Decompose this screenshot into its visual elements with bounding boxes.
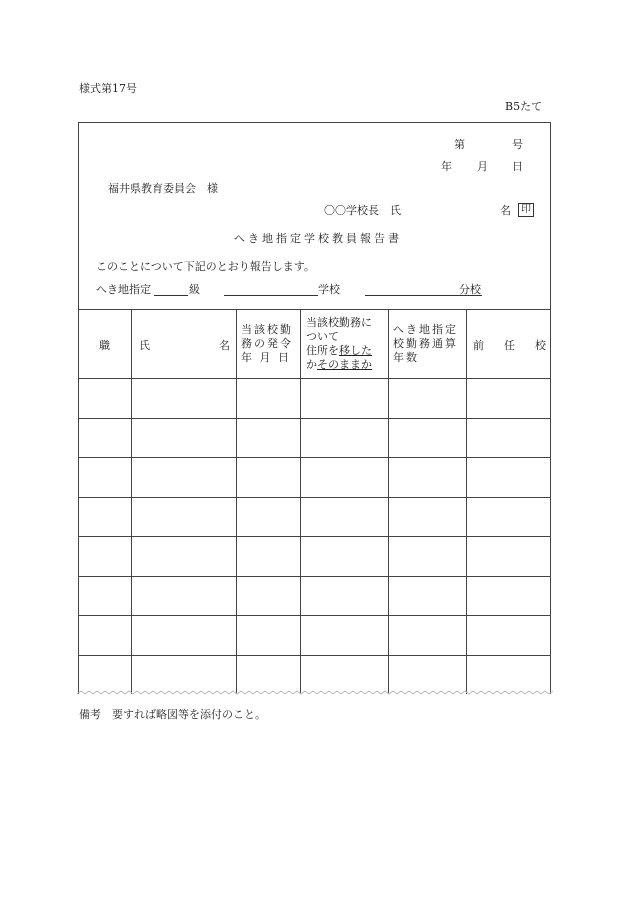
table-row-line bbox=[78, 457, 551, 458]
grade-suffix: 級 bbox=[189, 283, 200, 296]
form-number: 様式第17号 bbox=[79, 82, 137, 95]
table-col-line bbox=[300, 309, 301, 694]
torn-edge bbox=[77, 688, 553, 698]
col-header-address-line2: ついて bbox=[306, 330, 339, 343]
date-month-label: 月 bbox=[477, 160, 488, 173]
school-underline bbox=[224, 295, 318, 296]
table-col-line bbox=[388, 309, 389, 694]
addressee: 福井県教育委員会 様 bbox=[108, 182, 218, 195]
col-header-prev-3: 校 bbox=[535, 339, 546, 352]
table-row-line bbox=[78, 418, 551, 419]
col-header-prev-2: 任 bbox=[504, 339, 515, 352]
col-header-date-line3: 年 月 日 bbox=[241, 351, 291, 364]
table-row-line bbox=[78, 655, 551, 656]
footnote: 備考 要すれば略図等を添付のこと。 bbox=[79, 708, 266, 721]
table-row-line bbox=[78, 497, 551, 498]
col-header-years-line3: 年数 bbox=[393, 351, 419, 364]
report-form-frame bbox=[78, 122, 551, 694]
paper-size-label: B5たて bbox=[505, 100, 543, 113]
table-col-line bbox=[131, 309, 132, 694]
col-header-date-line1: 当該校勤 bbox=[241, 323, 293, 336]
document-title: へき地指定学校教員報告書 bbox=[234, 232, 402, 245]
col-header-name-2: 名 bbox=[219, 339, 230, 352]
table-col-line bbox=[466, 309, 467, 694]
address-line4-text: か bbox=[306, 358, 317, 371]
col-header-prev-1: 前 bbox=[473, 339, 484, 352]
seal-stamp: 印 bbox=[518, 203, 534, 217]
principal-label: 〇〇学校長 氏 bbox=[324, 204, 401, 217]
table-row-line bbox=[78, 536, 551, 537]
col-header-address-line1: 当該校勤務に bbox=[306, 316, 372, 329]
col-header-address-line4 bbox=[306, 358, 372, 372]
table-top-line bbox=[78, 309, 551, 310]
col-header-years-line2: 校勤務通算 bbox=[393, 337, 458, 350]
date-day-label: 日 bbox=[512, 160, 523, 173]
col-header-date-line2: 務の発令 bbox=[241, 337, 293, 350]
grade-underline bbox=[154, 295, 188, 296]
designation-label: へき地指定 bbox=[96, 283, 151, 296]
col-header-years-line1: へき地指定 bbox=[393, 323, 458, 336]
table-header-line bbox=[78, 378, 551, 379]
principal-name-label: 名 bbox=[500, 204, 511, 217]
table-col-line bbox=[236, 309, 237, 694]
intro-text: このことについて下記のとおり報告します。 bbox=[96, 260, 315, 273]
col-header-name-1: 氏 bbox=[139, 339, 150, 352]
address-line3-underlined: 移した bbox=[339, 344, 372, 357]
table-row-line bbox=[78, 615, 551, 616]
address-line4-underlined: そのままか bbox=[317, 358, 372, 371]
table-row-line bbox=[78, 576, 551, 577]
col-header-address-line3 bbox=[306, 344, 372, 358]
number-label-go: 号 bbox=[512, 138, 523, 151]
col-header-position: 職 bbox=[99, 339, 110, 352]
branch-suffix: 分校 bbox=[459, 283, 481, 296]
date-year-label: 年 bbox=[441, 160, 452, 173]
seal-mark bbox=[518, 203, 534, 217]
address-line3-text: 住所を bbox=[306, 344, 339, 357]
number-label-dai: 第 bbox=[454, 138, 465, 151]
school-suffix: 学校 bbox=[318, 283, 340, 296]
